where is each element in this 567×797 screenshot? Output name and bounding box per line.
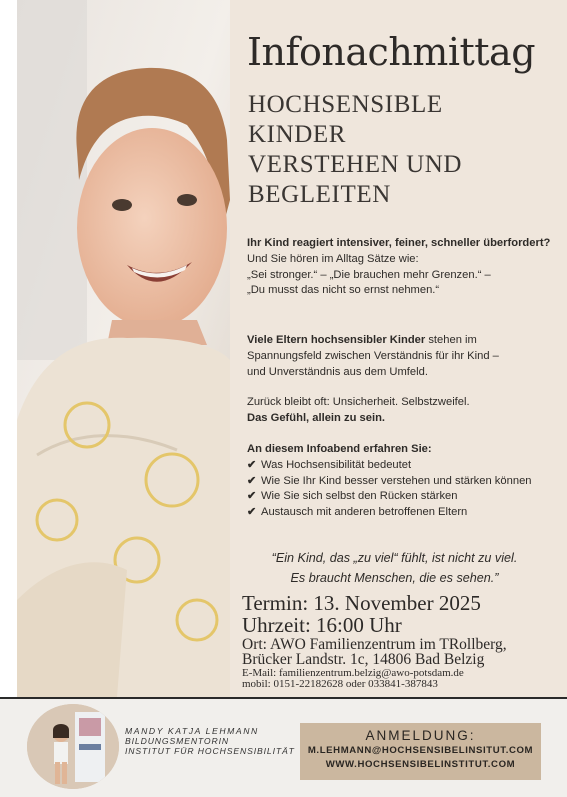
event-contact bbox=[242, 668, 464, 690]
check-item bbox=[247, 474, 557, 490]
person-institute: INSTITUT FÜR HOCHSENSIBILITÄT bbox=[125, 746, 295, 756]
check-item-text: Austausch mit anderen betroffenen Eltern bbox=[261, 506, 468, 519]
parents-text: Spannungsfeld zwischen Verständnis für ihr Kind – bbox=[247, 349, 499, 362]
infoabend-section bbox=[247, 442, 557, 521]
check-item bbox=[247, 505, 557, 521]
person-name: MANDY KATJA LEHMANN bbox=[125, 726, 259, 736]
intro-line: Und Sie hören im Alltag Sätze wie: bbox=[247, 252, 419, 265]
sub-title-line: HOCHSENSIBLE bbox=[248, 91, 443, 118]
quote-line: Es braucht Menschen, die es sehen.” bbox=[290, 571, 499, 585]
sub-title bbox=[248, 90, 548, 210]
event-date-time bbox=[242, 592, 481, 636]
checkmark-icon: ✔ bbox=[247, 506, 257, 519]
check-item bbox=[247, 489, 557, 505]
child-photo bbox=[17, 0, 230, 697]
doubt-paragraph bbox=[247, 395, 557, 427]
contact-email[interactable]: E-Mail: familienzentrum.belzig@awo-potsdam.de bbox=[242, 667, 464, 679]
person-role: BILDUNGSMENTORIN bbox=[125, 736, 230, 746]
registration-email[interactable]: M.LEHMANN@HOCHSENSIBELINSITUT.COM bbox=[307, 745, 534, 756]
location-line: Brücker Landstr. 1c, 14806 Bad Belzig bbox=[242, 651, 485, 668]
intro-question: Ihr Kind reagiert intensiver, feiner, schneller überfordert? bbox=[247, 237, 551, 249]
parents-text: und Unverständnis aus dem Umfeld. bbox=[247, 365, 428, 378]
check-item-text: Was Hochsensibilität bedeutet bbox=[261, 458, 412, 471]
checkmark-icon: ✔ bbox=[247, 490, 257, 503]
check-item-text: Wie Sie Ihr Kind besser verstehen und stärken können bbox=[261, 474, 532, 487]
flyer bbox=[17, 0, 567, 697]
registration-box bbox=[300, 723, 541, 780]
check-item-text: Wie Sie sich selbst den Rücken stärken bbox=[261, 490, 458, 503]
sub-title-line: VERSTEHEN UND bbox=[248, 151, 463, 178]
quote-line: “Ein Kind, das „zu viel“ fühlt, ist nicht zu viel. bbox=[271, 551, 518, 565]
parents-paragraph bbox=[247, 333, 557, 380]
sub-title-line: BEGLEITEN bbox=[248, 181, 391, 208]
alone-line: Das Gefühl, allein zu sein. bbox=[247, 411, 386, 424]
main-title: Infonachmittag bbox=[247, 30, 536, 74]
avatar bbox=[27, 704, 119, 789]
location-line: Ort: AWO Familienzentrum im TRollberg, bbox=[242, 636, 507, 653]
event-time: Uhrzeit: 16:00 Uhr bbox=[242, 613, 402, 637]
intro-line: „Sei stronger.“ – „Die brauchen mehr Grenzen.“ – bbox=[247, 268, 491, 281]
event-location bbox=[242, 637, 507, 667]
checkmark-icon: ✔ bbox=[247, 458, 257, 471]
parents-text: stehen im bbox=[425, 334, 477, 346]
check-item bbox=[247, 458, 557, 474]
intro-line: „Du musst das nicht so ernst nehmen.“ bbox=[247, 284, 440, 297]
checkmark-icon: ✔ bbox=[247, 474, 257, 487]
contact-phone: mobil: 0151-22182628 oder 033841-387843 bbox=[242, 678, 438, 690]
registration-heading: ANMELDUNG: bbox=[365, 728, 476, 743]
doubt-line: Zurück bleibt oft: Unsicherheit. Selbstzweifel. bbox=[247, 396, 470, 408]
person-info bbox=[125, 726, 295, 756]
registration-website[interactable]: WWW.HOCHSENSIBELINSTITUT.COM bbox=[325, 759, 516, 770]
infoabend-heading: An diesem Infoabend erfahren Sie: bbox=[247, 443, 432, 455]
intro-text bbox=[247, 236, 557, 299]
parents-bold: Viele Eltern hochsensibler Kinder bbox=[247, 334, 426, 346]
sub-title-line: KINDER bbox=[248, 121, 347, 148]
quote bbox=[242, 548, 547, 588]
event-date: Termin: 13. November 2025 bbox=[242, 591, 481, 615]
